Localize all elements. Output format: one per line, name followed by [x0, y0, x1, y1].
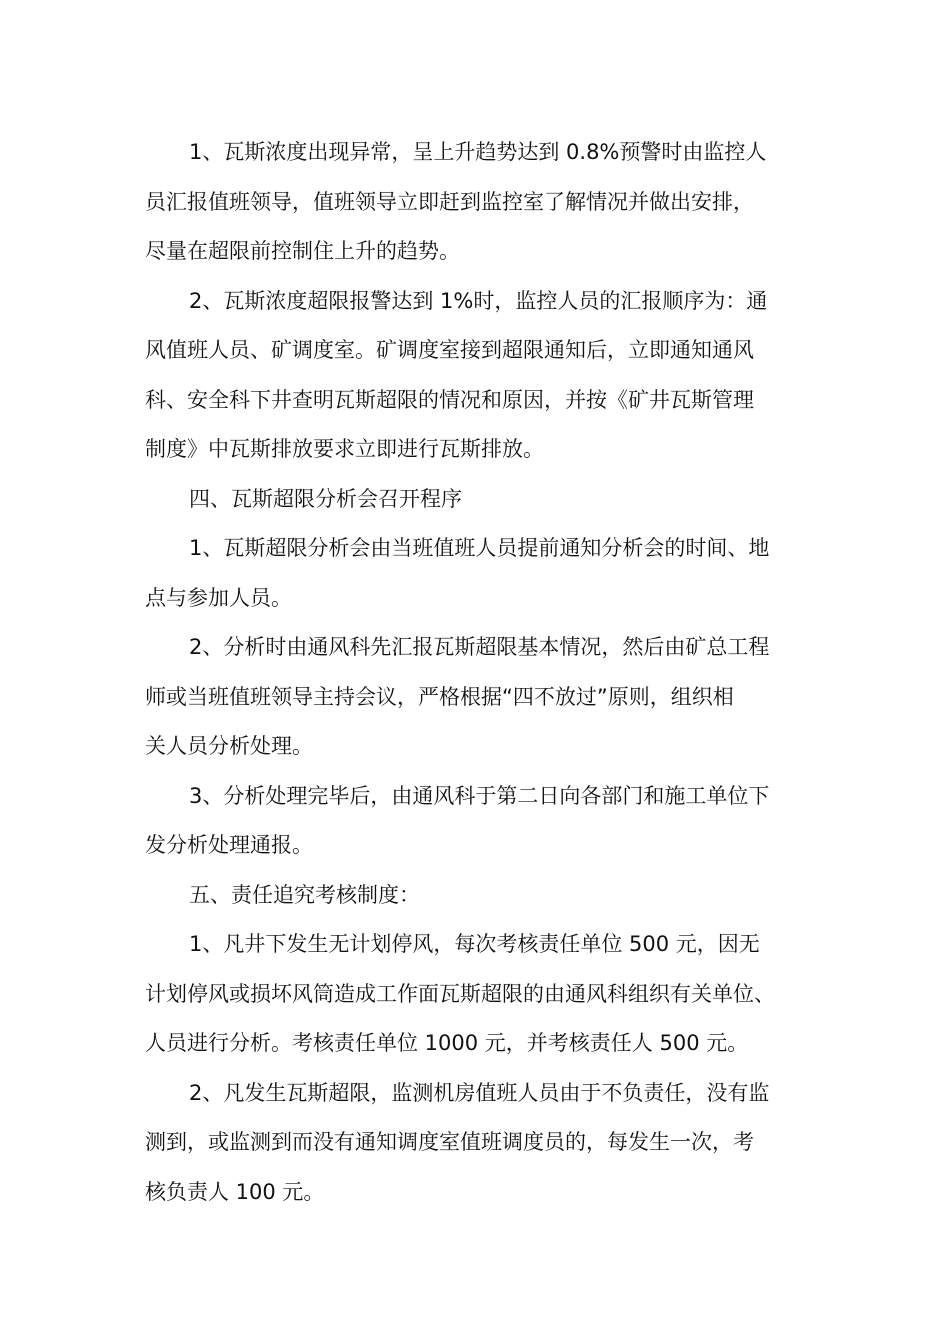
paragraph-gas-alarm: 2、瓦斯浓度超限报警达到 1%时，监控人员的汇报顺序为：通 风值班人员、矿调度室。矿调度室接到超限通知后，立即通知通风 科、安全科下井查明瓦斯超限的情况和原因，并按《矿井瓦斯管理 制度》中瓦斯排放要求立即进行瓦斯排放。 — [145, 288, 768, 461]
paragraph-meeting-report: 3、分析处理完毕后，由通风科于第二日向各部门和施工单位下 发分析处理通报。 — [145, 783, 770, 857]
section-heading-analysis-meeting: 四、瓦斯超限分析会召开程序 — [189, 486, 462, 511]
paragraph-monitoring-penalty: 2、凡发生瓦斯超限，监测机房值班人员由于不负责任，没有监 测到，或监测到而没有通知调度室值班调度员的，每发生一次，考 核负责人 100 元。 — [145, 1080, 770, 1204]
paragraph-meeting-notice: 1、瓦斯超限分析会由当班值班人员提前通知分析会的时间、地 点与参加人员。 — [145, 536, 770, 610]
paragraph-ventilation-penalty: 1、凡井下发生无计划停风，每次考核责任单位 500 元，因无 计划停风或损坏风筒造成工作面瓦斯超限的由通风科组织有关单位、 人员进行分析。考核责任单位 1000 元，并考核责任人 500 元。 — [145, 932, 775, 1055]
paragraph-gas-abnormal: 1、瓦斯浓度出现异常，呈上升趋势达到 0.8%预警时由监控人 员汇报值班领导，值班领导立即赶到监控室了解情况并做出安排， 尽量在超限前控制住上升的趋势。 — [145, 140, 767, 263]
section-heading-accountability: 五、责任追究考核制度： — [189, 882, 420, 907]
document-body — [145, 128, 810, 1217]
paragraph-meeting-analysis: 2、分析时由通风科先汇报瓦斯超限基本情况，然后由矿总工程 师或当班值班领导主持会议，严格根据“四不放过”原则，组织相 关人员分析处理。 — [145, 635, 770, 758]
